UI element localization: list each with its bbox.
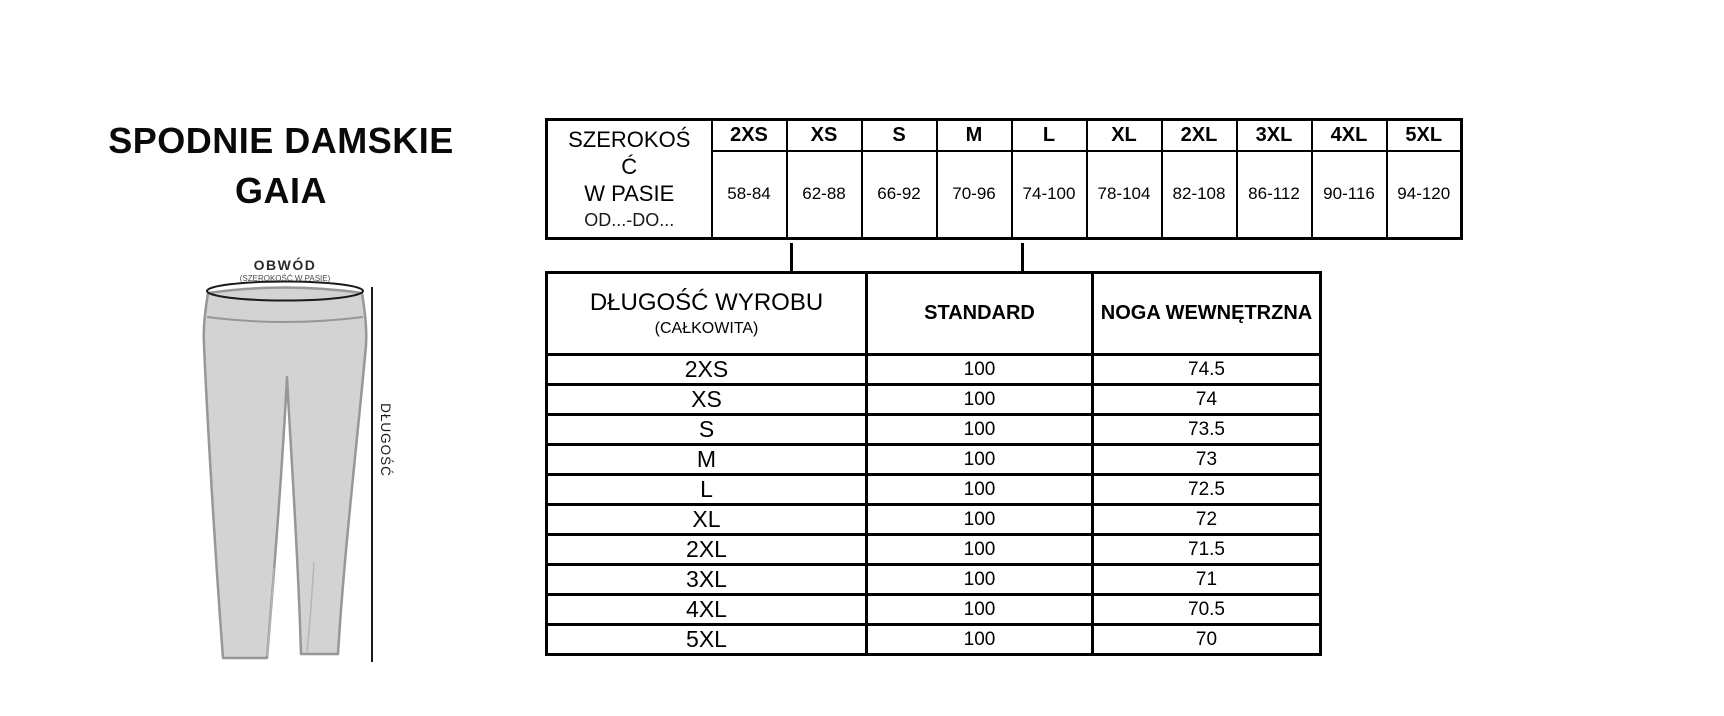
row-inner-leg: 70 <box>1093 625 1321 655</box>
row-size: M <box>547 445 867 475</box>
size-header-m: M <box>937 120 1012 151</box>
row-standard: 100 <box>867 385 1093 415</box>
table-row <box>547 475 1321 505</box>
waist-range-s: 66-92 <box>862 151 937 239</box>
row-standard: 100 <box>867 445 1093 475</box>
waist-title-line: Ć <box>621 153 638 179</box>
row-inner-leg: 74.5 <box>1093 355 1321 385</box>
product-title-line2: GAIA <box>235 170 327 211</box>
waist-title-line: OD...-DO... <box>584 209 675 230</box>
row-size: 4XL <box>547 595 867 625</box>
size-header-s: S <box>862 120 937 151</box>
row-size: XS <box>547 385 867 415</box>
row-size: S <box>547 415 867 445</box>
row-inner-leg: 73 <box>1093 445 1321 475</box>
row-inner-leg: 71.5 <box>1093 535 1321 565</box>
row-size: 5XL <box>547 625 867 655</box>
row-standard: 100 <box>867 595 1093 625</box>
size-header-xs: XS <box>787 120 862 151</box>
length-subtitle: (CAŁKOWITA) <box>654 319 759 337</box>
waist-range-xl: 78-104 <box>1087 151 1162 239</box>
product-length-table <box>545 271 1322 656</box>
waist-range-2xs: 58-84 <box>712 151 787 239</box>
size-header-4xl: 4XL <box>1312 120 1387 151</box>
row-size: 2XL <box>547 535 867 565</box>
row-inner-leg: 72 <box>1093 505 1321 535</box>
row-inner-leg: 73.5 <box>1093 415 1321 445</box>
product-title-line1: SPODNIE DAMSKIE <box>108 120 454 161</box>
waist-range-5xl: 94-120 <box>1387 151 1462 239</box>
length-title-cell <box>547 273 867 355</box>
size-header-3xl: 3XL <box>1237 120 1312 151</box>
table-row <box>547 565 1321 595</box>
row-inner-leg: 71 <box>1093 565 1321 595</box>
length-label: DŁUGOŚĆ <box>378 403 393 477</box>
row-inner-leg: 74 <box>1093 385 1321 415</box>
row-standard: 100 <box>867 535 1093 565</box>
waist-title-line: W PASIE <box>584 180 675 206</box>
row-standard: 100 <box>867 355 1093 385</box>
size-header-2xl: 2XL <box>1162 120 1237 151</box>
row-inner-leg: 70.5 <box>1093 595 1321 625</box>
waist-range-4xl: 90-116 <box>1312 151 1387 239</box>
size-header-2xs: 2XS <box>712 120 787 151</box>
waist-title-line: SZEROKOŚ <box>568 126 691 152</box>
table-row <box>547 385 1321 415</box>
waist-range-xs: 62-88 <box>787 151 862 239</box>
pants-shape <box>204 288 367 659</box>
size-header-5xl: 5XL <box>1387 120 1462 151</box>
row-size: 3XL <box>547 565 867 595</box>
row-standard: 100 <box>867 565 1093 595</box>
table-row <box>547 625 1321 655</box>
pants-diagram <box>155 250 435 670</box>
row-standard: 100 <box>867 505 1093 535</box>
standard-header: STANDARD <box>867 273 1093 355</box>
size-header-l: L <box>1012 120 1087 151</box>
circumference-label: OBWÓD <box>253 257 317 273</box>
waist-range-3xl: 86-112 <box>1237 151 1312 239</box>
row-size: XL <box>547 505 867 535</box>
size-header-xl: XL <box>1087 120 1162 151</box>
row-size: 2XS <box>547 355 867 385</box>
inner-leg-header: NOGA WEWNĘTRZNA <box>1093 273 1321 355</box>
table-row <box>547 445 1321 475</box>
product-title <box>85 116 477 216</box>
row-inner-leg: 72.5 <box>1093 475 1321 505</box>
row-standard: 100 <box>867 475 1093 505</box>
length-title: DŁUGOŚĆ WYROBU <box>589 288 824 316</box>
row-standard: 100 <box>867 415 1093 445</box>
table-row <box>547 535 1321 565</box>
table-row <box>547 595 1321 625</box>
waist-table-title-cell <box>547 120 712 239</box>
table-connector-right <box>1021 243 1024 272</box>
waist-range-l: 74-100 <box>1012 151 1087 239</box>
waist-width-table <box>545 118 1463 240</box>
waist-range-2xl: 82-108 <box>1162 151 1237 239</box>
table-connector-left <box>790 243 793 272</box>
row-size: L <box>547 475 867 505</box>
table-row <box>547 505 1321 535</box>
table-row <box>547 355 1321 385</box>
table-row <box>547 415 1321 445</box>
waist-range-m: 70-96 <box>937 151 1012 239</box>
circumference-sublabel: (SZEROKOŚĆ W PASIE) <box>239 274 331 283</box>
row-standard: 100 <box>867 625 1093 655</box>
